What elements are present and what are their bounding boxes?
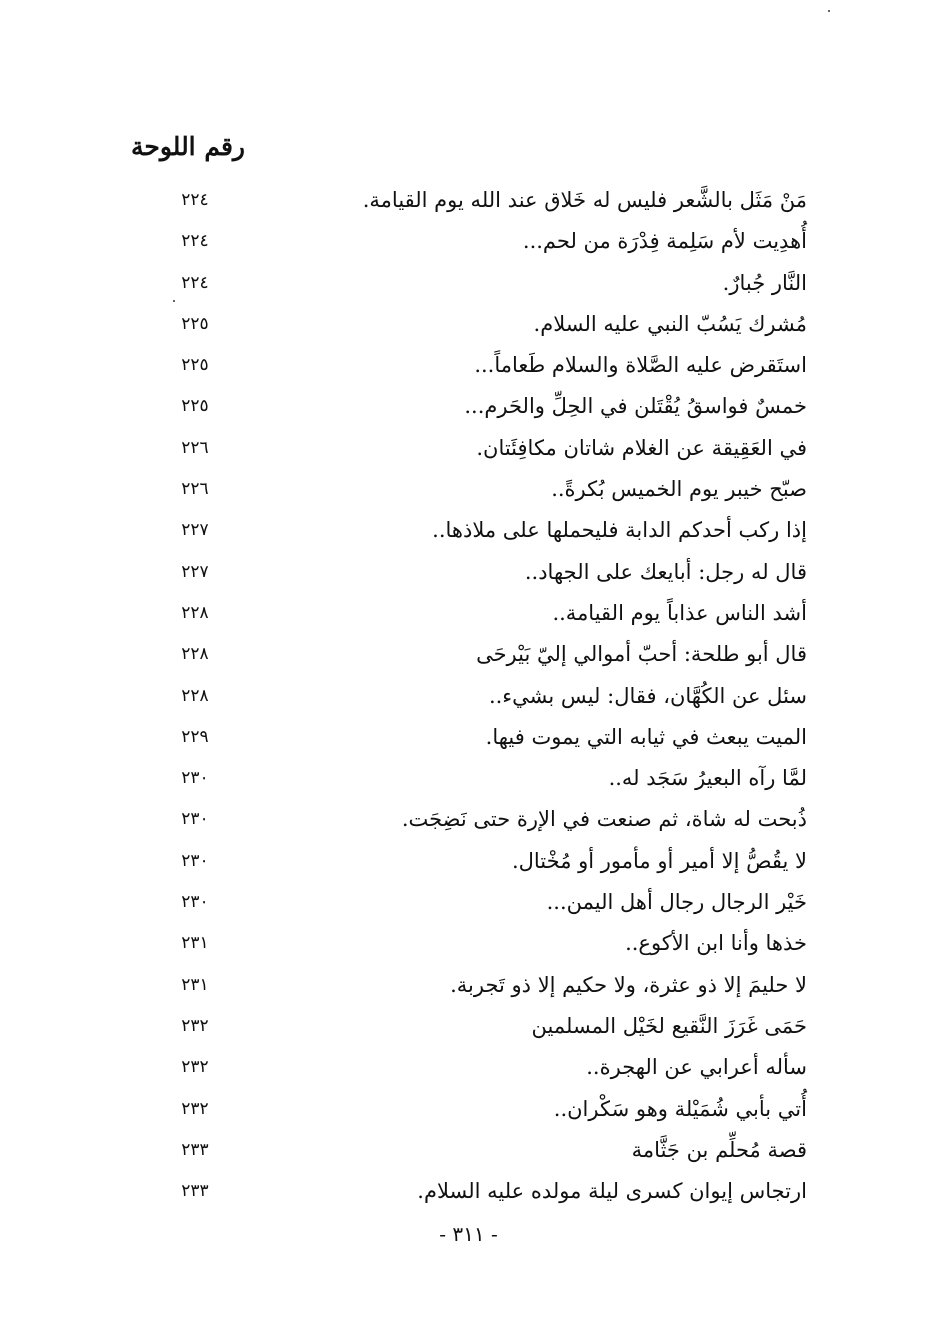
- entry-plate-number: ٢٢٨: [181, 644, 209, 665]
- index-entry-row: [0, 805, 937, 846]
- entry-text: لا حليمَ إلا ذو عثرة، ولا حكيم إلا ذو تَجربة.: [450, 972, 807, 997]
- entry-text: أشد الناس عذاباً يوم القيامة..: [552, 600, 807, 625]
- entry-plate-number: ٢٢٦: [181, 437, 209, 458]
- entry-plate-number: ٢٢٧: [181, 561, 209, 582]
- index-entry-row: [0, 888, 937, 929]
- entry-text: النَّار جُبارٌ.: [722, 270, 807, 295]
- entry-plate-number: ٢٣٢: [181, 1015, 209, 1036]
- entry-plate-number: ٢٢٤: [181, 272, 209, 293]
- entry-plate-number: ٢٣٠: [181, 768, 209, 789]
- entry-plate-number: ٢٣١: [181, 974, 209, 995]
- index-entry-row: [0, 764, 937, 805]
- index-entry-row: [0, 1177, 937, 1218]
- entry-plate-number: ٢٢٥: [181, 396, 209, 417]
- entry-plate-number: ٢٣٠: [181, 892, 209, 913]
- entry-plate-number: ٢٣١: [181, 933, 209, 954]
- index-entry-row: [0, 558, 937, 599]
- entry-text: مُشرك يَسُبّ النبي عليه السلام.: [533, 311, 807, 336]
- index-entry-row: [0, 227, 937, 268]
- page-number: - ٣١١ -: [439, 1222, 498, 1246]
- entry-text: الميت يبعث في ثيابه التي يموت فيها.: [485, 724, 807, 749]
- speck-mark: [828, 10, 830, 12]
- entry-text: مَنْ مَثَل بالشَّعر فليس له خَلاق عند الله يوم القيامة.: [362, 188, 807, 212]
- entry-plate-number: ٢٣٣: [181, 1139, 209, 1160]
- index-entry-row: [0, 847, 937, 888]
- entry-text: ذُبحت له شاة، ثم صنعت في الإرة حتى نَضِجَت.: [401, 807, 807, 832]
- entry-text: إذا ركب أحدكم الدابة فليحملها على ملاذها..: [432, 518, 807, 543]
- entry-plate-number: ٢٢٩: [181, 726, 209, 747]
- entry-text: خَيْر الرجال رجال أهل اليمن...: [546, 890, 807, 915]
- index-entry-row: [0, 1012, 937, 1053]
- index-entry-row: [0, 682, 937, 723]
- entry-plate-number: ٢٢٤: [181, 231, 209, 252]
- entry-text: صبّح خيبر يوم الخميس بُكرةً..: [551, 477, 807, 502]
- entry-text: قال أبو طلحة: أحبّ أموالي إليّ بَيْرحَى: [476, 642, 807, 667]
- entry-plate-number: ٢٢٤: [181, 190, 209, 210]
- index-entry-row: [0, 1053, 937, 1094]
- entry-text: حَمَى غَرَزَ النَّقيع لخَيْل المسلمين: [531, 1013, 807, 1038]
- index-entry-row: [0, 351, 937, 392]
- entry-text: ارتجاس إيوان كسرى ليلة مولده عليه السلام.: [417, 1179, 807, 1204]
- column-heading-plate-number: رقم اللوحة: [131, 132, 245, 161]
- index-entries-list: [0, 186, 937, 1218]
- index-entry-row: [0, 269, 937, 310]
- entry-text: خذها وأنا ابن الأكوع..: [625, 931, 807, 956]
- entry-text: أُهدِيت لأم سَلِمة فِدْرَة من لحم...: [522, 229, 807, 254]
- index-entry-row: [0, 310, 937, 351]
- entry-plate-number: ٢٣٢: [181, 1057, 209, 1078]
- index-entry-row: [0, 434, 937, 475]
- entry-text: قصة مُحلِّم بن جَثَّامة: [631, 1137, 807, 1162]
- speck-mark: [173, 300, 175, 302]
- index-entry-row: [0, 1136, 937, 1177]
- entry-text: سئل عن الكُهَّان، فقال: ليس بشيء..: [488, 683, 807, 708]
- index-entry-row: [0, 475, 937, 516]
- entry-text: سأله أعرابي عن الهجرة..: [586, 1055, 807, 1080]
- entry-text: خمسٌ فواسقُ يُقْتَلن في الحِلِّ والحَرم...: [464, 394, 807, 419]
- index-entry-row: [0, 1095, 937, 1136]
- entry-plate-number: ٢٢٥: [181, 355, 209, 376]
- index-entry-row: [0, 640, 937, 681]
- index-entry-row: [0, 599, 937, 640]
- index-entry-row: [0, 929, 937, 970]
- index-entry-row: [0, 971, 937, 1012]
- index-entry-row: [0, 186, 937, 227]
- entry-plate-number: ٢٢٨: [181, 602, 209, 623]
- entry-text: أُتي بأبي شُمَيْلة وهو سَكْران..: [553, 1096, 807, 1121]
- index-entry-row: [0, 723, 937, 764]
- entry-text: في العَقِيقة عن الغلام شاتان مكافِئَتان.: [476, 435, 807, 460]
- entry-text: لمَّا رآه البعيرُ سَجَد له..: [608, 766, 807, 791]
- entry-plate-number: ٢٣٢: [181, 1098, 209, 1119]
- entry-plate-number: ٢٢٧: [181, 520, 209, 541]
- entry-plate-number: ٢٣٣: [181, 1181, 209, 1202]
- index-entry-row: [0, 392, 937, 433]
- entry-plate-number: ٢٢٥: [181, 313, 209, 334]
- entry-plate-number: ٢٢٦: [181, 479, 209, 500]
- entry-text: استَقرض عليه الصَّلاة والسلام طَعاماً...: [474, 353, 807, 378]
- entry-plate-number: ٢٢٨: [181, 685, 209, 706]
- entry-plate-number: ٢٣٠: [181, 809, 209, 830]
- entry-text: قال له رجل: أبايعك على الجهاد..: [524, 559, 807, 584]
- entry-plate-number: ٢٣٠: [181, 850, 209, 871]
- entry-text: لا يقُصُّ إلا أمير أو مأمور أو مُخْتال.: [511, 848, 807, 873]
- index-entry-row: [0, 516, 937, 557]
